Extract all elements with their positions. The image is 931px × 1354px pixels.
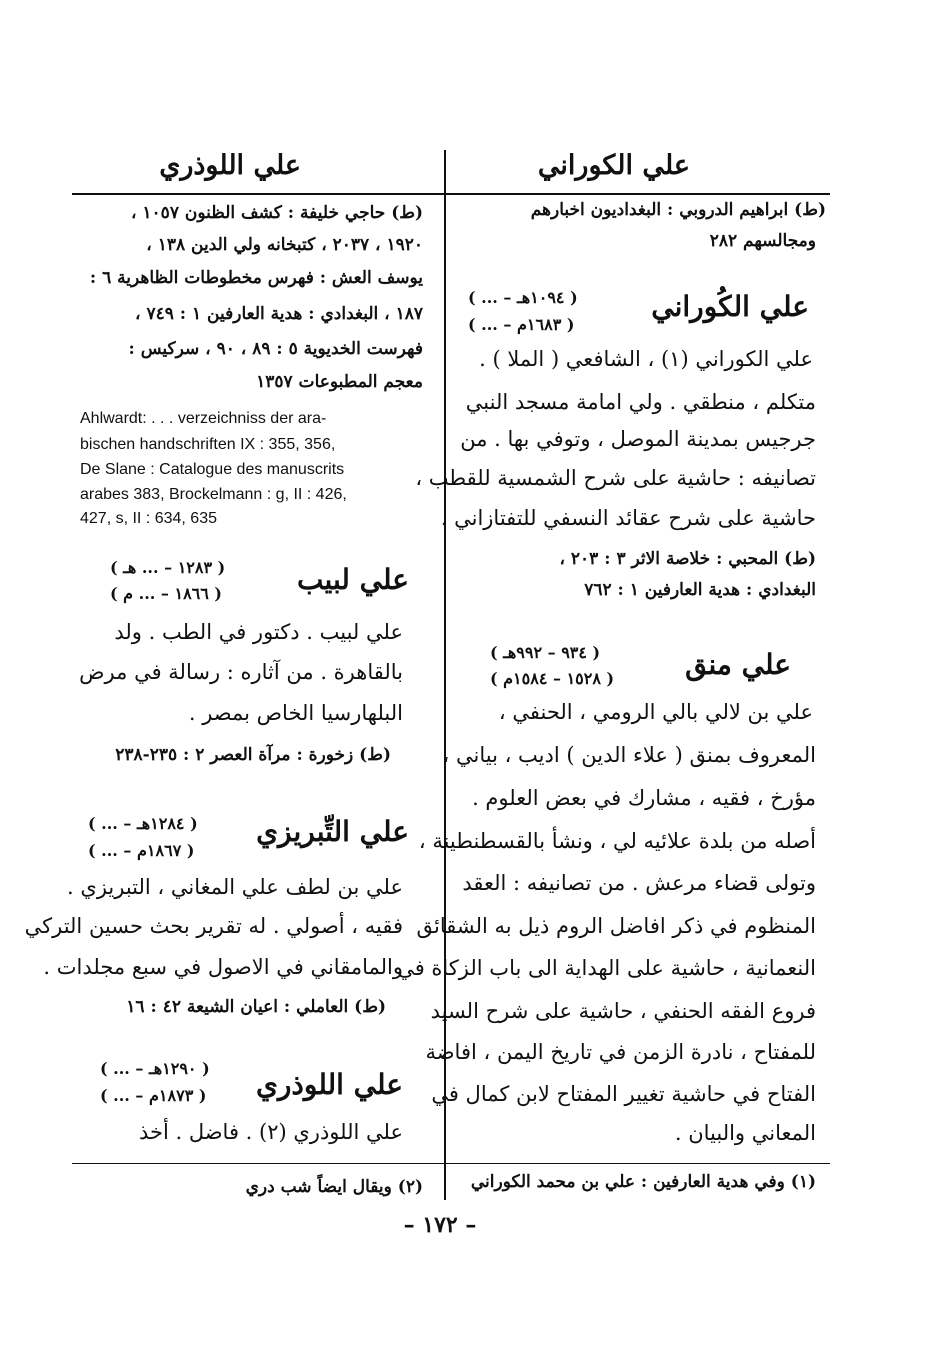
entry-dates-hijri: ( ... – ١٢٨٤هـ ) [88,814,198,833]
left-cite-line: (ط) حاجي خليفة : كشف الظنون ١٠٥٧ ، [131,203,423,223]
entry-name-labib: علي لبيب [297,563,409,596]
entry-body-line: علي بن لطف علي المغاني ، التبريزي . [67,875,403,899]
entry-body-line: النعمانية ، حاشية على الهداية الى باب الزكاة في [397,956,816,980]
entry-body-line: حاشية على شرح عقائد النسفي للتفتازاني . [440,506,816,530]
entry-dates-gregorian: ( ... – ١٨٦٧م ) [88,841,195,860]
latin-ref-line: 427, s, II : 634, 635 [80,510,217,527]
latin-ref-line: De Slane : Catalogue des manuscrits [80,461,345,478]
entry-body-line: فقيه ، أصولي . له تقرير بحث حسين التركي [24,914,403,938]
entry-cite-line: (ط) المحبي : خلاصة الاثر ٣ : ٢٠٣ ، [559,549,816,569]
entry-body-line: جرجيس بمدينة الموصل ، وتوفي بها . من [460,427,816,451]
entry-body-line: البلهارسيا الخاص بمصر . [188,701,403,725]
entry-body-line: علي اللوذري (٢) . فاضل . أخذ [138,1120,403,1144]
left-cite-line: معجم المطبوعات ١٣٥٧ [256,372,423,392]
entry-name-lawdhari: علي اللوذري [255,1068,403,1101]
latin-ref-line: bischen handschriften IX : 355, 356, [80,436,336,453]
entry-cite-line: (ط) زخورة : مرآة العصر ٢ : ٢٣٥-٢٣٨ [115,745,391,765]
entry-body-line: علي الكوراني (١) ، الشافعي ( الملا ) . [479,347,813,371]
entry-body-line: أصله من بلدة علائيه لي ، ونشأ بالقسطنطينة ، [418,829,816,853]
entry-body-line: فروع الفقه الحنفي ، حاشية على شرح السيد [430,999,816,1023]
left-cite-line: ١٨٧ ، البغدادي : هدية العارفين ١ : ٧٤٩ ، [135,304,423,324]
entry-body-line: متكلم ، منطقي . ولي امامة مسجد النبي [465,390,816,414]
left-cite-line: يوسف العش : فهرس مخطوطات الظاهرية ٦ : [89,268,423,288]
entry-cite-line: البغدادي : هدية العارفين ١ : ٧٦٢ [584,580,816,600]
latin-ref-line: Ahlwardt: . . . verzeichniss der ara- [80,410,327,427]
left-footnote: (٢) ويقال ايضاً شب دري [245,1177,423,1197]
right-cite-line: ومجالسهم ٢٨٢ [709,231,816,251]
entry-dates-hijri: ( ... – ١٠٩٤هـ ) [468,288,578,307]
entry-body-line: علي لبيب . دكتور في الطب . ولد [114,620,403,644]
entry-dates-gregorian: ( ... – ١٦٨٣م ) [468,315,575,334]
entry-body-line: المعروف بمنق ( علاء الدين ) اديب ، بياني ، [442,743,816,767]
left-cite-line: فهرست الخديوية ٥ : ٨٩ ، ٩٠ ، سركيس : [128,339,423,359]
entry-name-kurani: علي الكُوراني [651,290,809,323]
right-footnote: (١) وفي هدية العارفين : علي بن محمد الكوراني [470,1172,816,1192]
entry-name-manq: علي منق [685,648,791,681]
entry-dates-hijri: ( ٩٣٤ – ٩٩٢هـ ) [490,643,601,662]
entry-body-line: وتولى قضاء مرعش . من تصانيفه : العقد [462,871,816,895]
right-cite-line: (ط) ابراهيم الدروبي : البغداديون اخبارهم [530,200,826,220]
entry-body-line: المعاني والبيان . [674,1121,816,1145]
header-rule [72,193,830,195]
entry-body-line: مؤرخ ، فقيه ، مشارك في بعض العلوم . [472,786,816,810]
entry-dates-gregorian: ( ١٥٢٨ – ١٥٨٤م ) [490,669,615,688]
latin-ref-line: arabes 383, Brockelmann : g, II : 426, [80,486,347,503]
entry-body-line: الفتاح في حاشية تغيير المفتاح لابن كمال في [431,1082,816,1106]
entry-dates-gregorian: ( ... – ١٨٧٣م ) [100,1086,207,1105]
entry-body-line: المنظوم في ذكر افاضل الروم ذيل به الشقائق [416,914,816,938]
entry-body-line: للمفتاح ، نادرة الزمن في تاريخ اليمن ، افاضة [425,1040,816,1064]
entry-dates-hijri: ( ١٢٨٣ – ... هـ ) [110,558,226,577]
entry-dates-gregorian: ( ١٨٦٦ – ... م ) [110,584,222,603]
entry-body-line: والمامقاني في الاصول في سبع مجلدات . [43,955,403,979]
entry-cite-line: (ط) العاملي : اعيان الشيعة ٤٢ : ١٦ [126,997,386,1017]
entry-body-line: بالقاهرة . من آثاره : رسالة في مرض [79,660,403,684]
footnote-rule [72,1163,830,1164]
entry-dates-hijri: ( ... – ١٢٩٠هـ ) [100,1059,210,1078]
left-column-header: علي اللوذري [159,150,301,181]
entry-name-tabrizi: علي التِّبريزي [256,815,409,848]
right-column-header: علي الكوراني [537,150,690,181]
page-number: – ١٧٢ – [403,1212,477,1238]
entry-body-line: تصانيفه : حاشية على شرح الشمسية للقطب ، [415,466,816,490]
left-cite-line: ١٩٢٠ ، ٢٠٣٧ ، كتبخانه ولي الدين ١٣٨ ، [146,235,423,255]
entry-body-line: علي بن لالي بالي الرومي ، الحنفي ، [498,700,813,724]
